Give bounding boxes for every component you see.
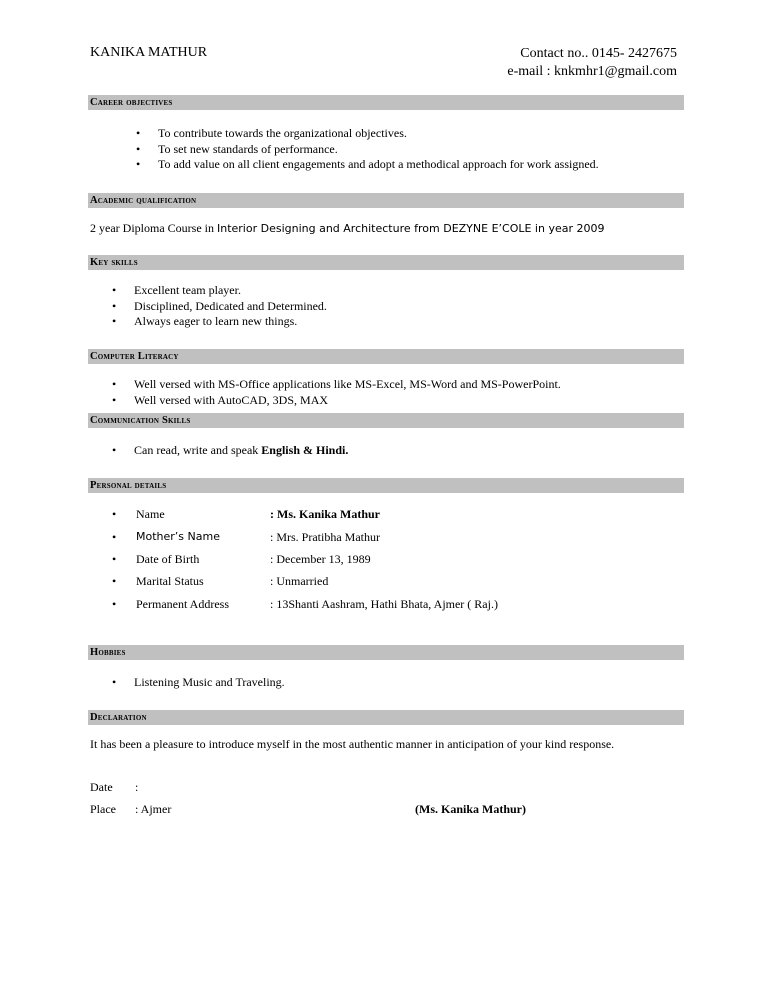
place-label: Place (90, 802, 116, 816)
list-item: • Disciplined, Dedicated and Determined. (112, 298, 327, 313)
date-value: : (135, 780, 139, 794)
hobbies-list (112, 675, 285, 691)
contact-number: Contact no.. 0145- 2427675 (520, 46, 677, 61)
list-item: • Can read, write and speak English & Hindi. (112, 443, 349, 457)
skills-list (112, 283, 327, 330)
bullet-icon: • (112, 377, 117, 391)
section-hobbies: Hobbies (88, 645, 684, 660)
bullet-icon: • (112, 675, 117, 689)
bullet-icon: • (112, 574, 117, 588)
signature-name: (Ms. Kanika Mathur) (415, 802, 526, 816)
bullet-icon: • (112, 392, 117, 407)
bullet-icon: • (112, 298, 117, 313)
place-value: : Ajmer (135, 802, 172, 816)
bullet-icon: • (112, 507, 117, 521)
list-item: • To set new standards of performance. (136, 141, 338, 156)
list-item: • To contribute towards the organizational objectives. (136, 126, 407, 140)
section-personal-details: Personal details (88, 478, 684, 493)
list-item: • Well versed with MS-Office applications like MS-Excel, MS-Word and MS-PowerPoint. (112, 377, 561, 391)
bullet-icon: • (112, 283, 117, 297)
section-career-objectives: Career objectives (88, 95, 684, 110)
list-item: • Excellent team player. (112, 283, 241, 297)
bullet-icon: • (112, 552, 117, 566)
section-academic-qualification: Academic qualification (88, 193, 684, 208)
section-communication-skills: Communication Skills (88, 413, 684, 428)
date-label: Date (90, 780, 113, 794)
bullet-icon: • (136, 157, 141, 171)
list-item: • To add value on all client engagements and adopt a methodical approach for work assigned. (136, 157, 599, 171)
languages: English & Hindi. (261, 443, 349, 457)
bullet-icon: • (112, 597, 117, 611)
bullet-icon: • (112, 314, 117, 328)
career-list (136, 126, 599, 173)
bullet-icon: • (136, 126, 141, 140)
communication-list (112, 443, 348, 459)
section-key-skills: Key skills (88, 255, 684, 270)
list-item: • Well versed with AutoCAD, 3DS, MAX (112, 392, 329, 407)
email-address: e-mail : knkmhr1@gmail.com (507, 64, 677, 79)
computer-list (112, 377, 561, 408)
section-declaration: Declaration (88, 710, 684, 725)
academic-text: 2 year Diploma Course in Interior Designing and Architecture from DEZYNE E’COLE in year 2009 (90, 221, 605, 235)
list-item: • Listening Music and Traveling. (112, 675, 285, 689)
bullet-icon: • (112, 530, 117, 544)
academic-detail: Interior Designing and Architecture from DEZYNE E’COLE in year 2009 (216, 222, 605, 235)
section-computer-literacy: Computer Literacy (88, 349, 684, 364)
contact-block (507, 45, 677, 81)
candidate-name: KANIKA MATHUR (90, 45, 208, 60)
declaration-text: It has been a pleasure to introduce myself in the most authentic manner in anticipation of your kind response. (90, 737, 615, 751)
bullet-icon: • (136, 141, 141, 156)
bullet-icon: • (112, 443, 117, 457)
list-item: • Always eager to learn new things. (112, 314, 298, 328)
